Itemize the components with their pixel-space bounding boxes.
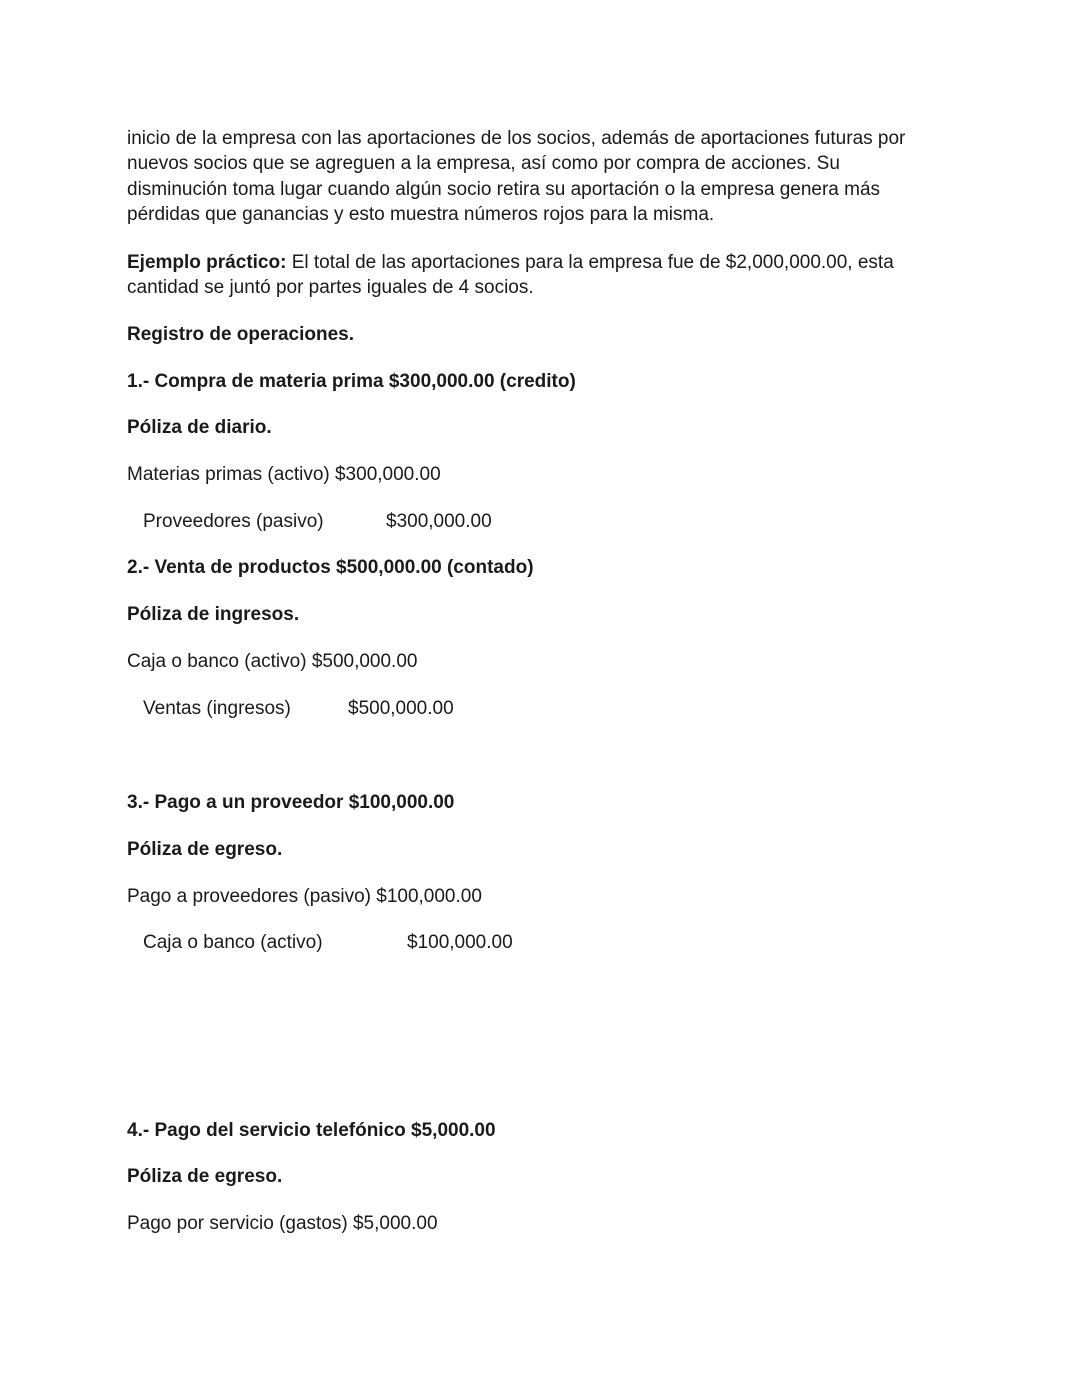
operation-title: 2.- Venta de productos $500,000.00 (contado) — [127, 557, 534, 578]
poliza-label: Póliza de egreso. — [127, 1166, 283, 1187]
poliza-label: Póliza de ingresos. — [127, 604, 300, 625]
example-line — [127, 252, 894, 274]
credit-amount: $500,000.00 — [348, 698, 454, 719]
debit-entry: Caja o banco (activo) $500,000.00 — [127, 651, 418, 672]
example-label: Ejemplo práctico: — [127, 252, 287, 273]
credit-account: Proveedores (pasivo) — [143, 511, 324, 532]
paragraph-line: disminución toma lugar cuando algún socio retira su aportación o la empresa genera más — [127, 179, 881, 200]
paragraph-line: nuevos socios que se agreguen a la empresa, así como por compra de acciones. Su — [127, 153, 840, 174]
section-heading: Registro de operaciones. — [127, 324, 355, 345]
debit-entry: Pago por servicio (gastos) $5,000.00 — [127, 1213, 438, 1234]
credit-amount: $100,000.00 — [407, 932, 513, 953]
example-line-2: cantidad se juntó por partes iguales de 4 socios. — [127, 277, 534, 298]
paragraph-line: pérdidas que ganancias y esto muestra números rojos para la misma. — [127, 204, 715, 225]
credit-account: Ventas (ingresos) — [143, 698, 291, 719]
poliza-label: Póliza de egreso. — [127, 839, 283, 860]
operation-title: 3.- Pago a un proveedor $100,000.00 — [127, 792, 455, 813]
debit-entry: Pago a proveedores (pasivo) $100,000.00 — [127, 886, 482, 907]
credit-amount: $300,000.00 — [386, 511, 492, 532]
example-text: El total de las aportaciones para la empresa fue de $2,000,000.00, esta — [286, 252, 894, 273]
credit-account: Caja o banco (activo) — [143, 932, 323, 953]
operation-title: 4.- Pago del servicio telefónico $5,000.00 — [127, 1120, 496, 1141]
poliza-label: Póliza de diario. — [127, 417, 272, 438]
operation-title: 1.- Compra de materia prima $300,000.00 (credito) — [127, 371, 576, 392]
paragraph-line: inicio de la empresa con las aportaciones de los socios, además de aportaciones futuras por — [127, 128, 906, 149]
debit-entry: Materias primas (activo) $300,000.00 — [127, 464, 441, 485]
